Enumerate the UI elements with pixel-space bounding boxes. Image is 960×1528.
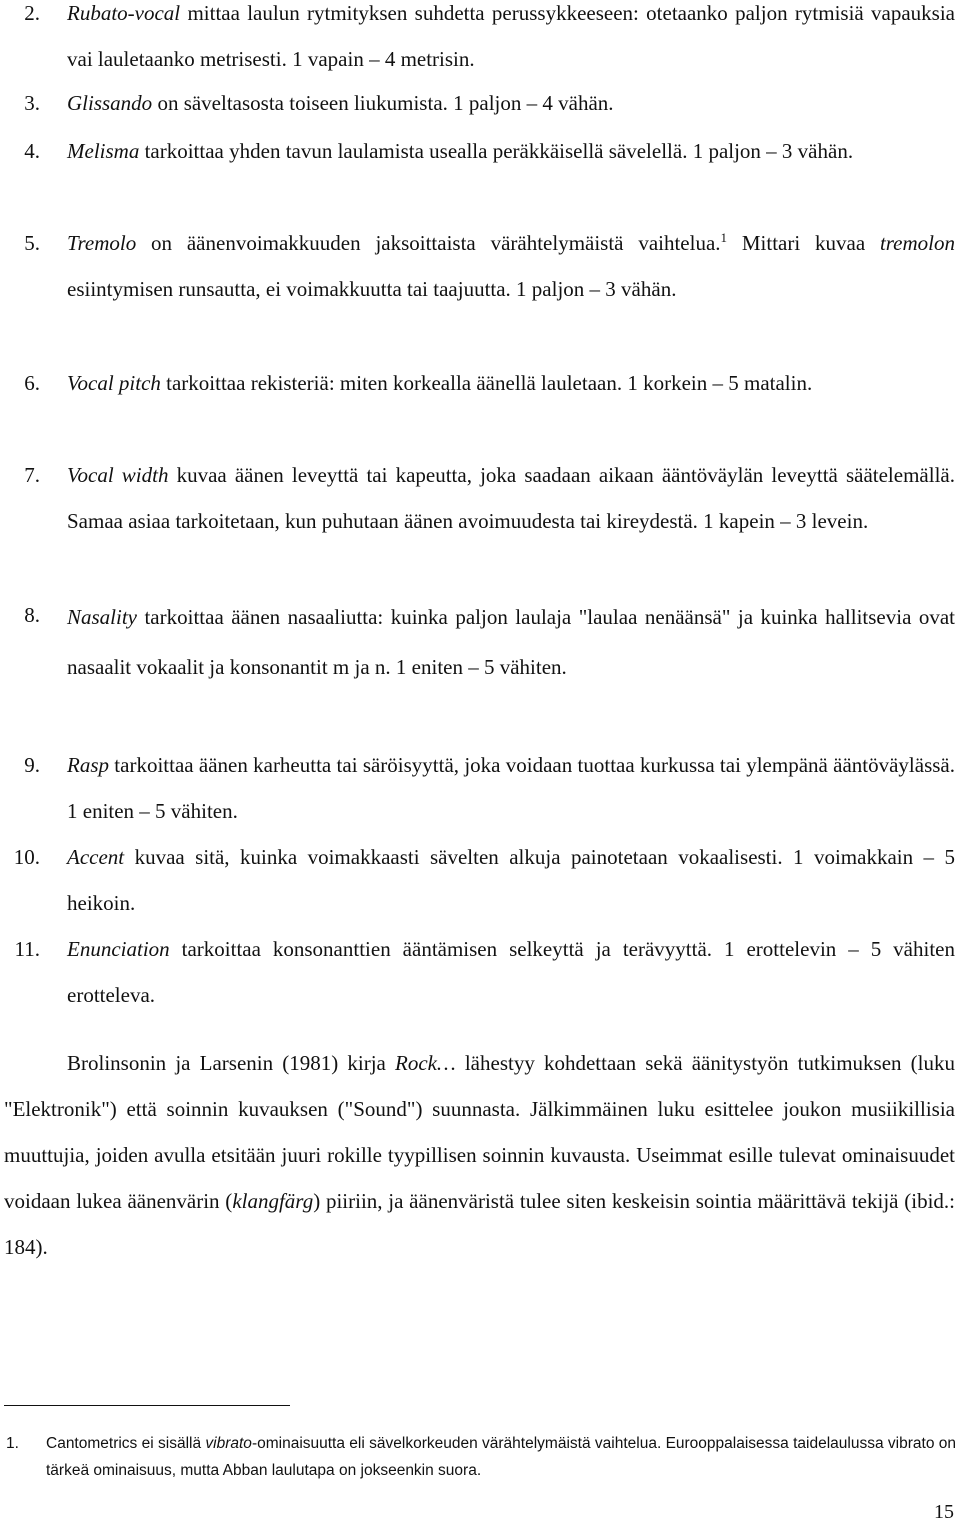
item-term: Nasality: [67, 605, 138, 629]
item-term-inline: tremolon: [879, 231, 956, 255]
item-text: Nasality tarkoittaa äänen nasaaliutta: kuinka paljon laulaja "laulaa nenäänsä" ja kuinka hallitsevia ovat nasaalit vokaalit ja konsonantit m ja n. 1 eniten – 5 vähiten.: [67, 605, 955, 679]
page-number: 15: [934, 1501, 954, 1523]
item-term: Vocal width: [67, 463, 169, 487]
item-term: Tremolo: [67, 231, 137, 255]
item-number: 10.: [13, 845, 40, 869]
term-klangfarg: klangfärg: [232, 1189, 314, 1213]
item-number: 7.: [24, 463, 40, 487]
item-term: Enunciation: [67, 937, 170, 961]
item-term: Rubato-vocal: [67, 1, 181, 25]
item-number: 11.: [14, 937, 40, 961]
item-text: Tremolo on äänenvoimakkuuden jaksoittaista värähtelymäistä vaihtelua.$^1$ Mittari kuvaa tremolon esiintymisen runsautta, ei voimakkuutta tai taajuutta. 1 paljon – 3 vähän.: [67, 230, 956, 301]
footnote-divider: [4, 1405, 290, 1406]
item-term: Melisma: [67, 139, 140, 163]
item-number: 4.: [24, 139, 40, 163]
item-term: Accent: [67, 845, 125, 869]
item-text: Vocal pitch tarkoittaa rekisteriä: miten korkealla äänellä lauletaan. 1 korkein – 5 matalin.: [67, 371, 813, 395]
item-term: Glissando: [67, 91, 153, 115]
item-text: Accent kuvaa sitä, kuinka voimakkaasti sävelten alkuja painotetaan vokaalisesti. 1 voimakkain – 5 heikoin.: [67, 845, 955, 915]
item-number: 5.: [24, 231, 40, 255]
book-title: Rock…: [395, 1051, 456, 1075]
item-text: Melisma tarkoittaa yhden tavun laulamista usealla peräkkäisellä sävelellä. 1 paljon – 3 vähän.: [67, 139, 854, 163]
footnote-ref: 1: [720, 230, 728, 245]
item-term: Vocal pitch: [67, 371, 161, 395]
item-text: Glissando on säveltasosta toiseen liukumista. 1 paljon – 4 vähän.: [67, 91, 614, 115]
item-text: Vocal width kuvaa äänen leveyttä tai kapeutta, joka saadaan aikaan ääntöväylän leveyttä säätelemällä. Samaa asiaa tarkoitetaan, kun puhutaan äänen avoimuudesta tai kireydestä. 1 kapein – 3 levein.: [67, 463, 955, 533]
item-term: Rasp: [67, 753, 109, 777]
item-number: 3.: [24, 91, 40, 115]
footnote-number: 1.: [6, 1435, 19, 1452]
body-paragraph: Brolinsonin ja Larsenin (1981) kirja Rock… lähestyy kohdettaan sekä äänitystyön tutkimuksen (luku "Elektronik") että soinnin kuvauksen ("Sound") suunnasta. Jälkimmäinen luku esittelee joukon musiikillisia muuttujia, joiden avulla etsitään juuri rokille tyypillisen soinnin kuvausta. Useimmat esille tulevat ominaisuudet voidaan lukea äänenvärin (klangfärg) piiriin, ja äänenväristä tulee siten keskeisin sointia määrittävä tekijä (ibid.: 184).: [4, 1051, 955, 1259]
item-text: Rubato-vocal mittaa laulun rytmityksen suhdetta perussykkeeseen: otetaanko paljon rytmisiä vapauksia vai lauletaanko metrisesti. 1 vapain – 4 metrisin.: [67, 1, 955, 71]
footnote-term: vibrato: [205, 1435, 252, 1452]
item-number: 6.: [24, 371, 40, 395]
item-text: Rasp tarkoittaa äänen karheutta tai säröisyyttä, joka voidaan tuottaa kurkussa tai ylempänä ääntöväylässä. 1 eniten – 5 vähiten.: [67, 753, 955, 823]
item-number: 2.: [24, 1, 40, 25]
item-number: 9.: [24, 753, 40, 777]
footnote-text: Cantometrics ei sisällä vibrato-ominaisuutta eli sävelkorkeuden värähtelymäistä vaihtelua. Eurooppalaisessa taidelaulussa vibrato on tärkeä ominaisuus, mutta Abban laulutapa on jokseenkin suora.: [46, 1435, 956, 1479]
item-number: 8.: [24, 603, 40, 627]
item-text: Enunciation tarkoittaa konsonanttien ääntämisen selkeyttä ja terävyyttä. 1 erottelevin – 5 vähiten erotteleva.: [67, 937, 955, 1007]
